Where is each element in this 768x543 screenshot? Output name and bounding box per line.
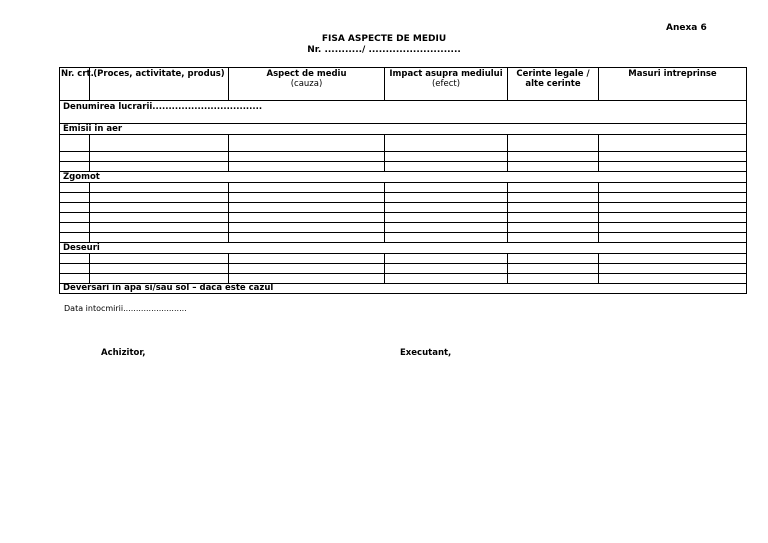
table-cell[interactable] [60,203,90,213]
table-row [60,193,747,203]
col-header-legal: Cerinte legale / alte cerinte [508,68,599,101]
table-cell[interactable] [90,203,229,213]
table-cell[interactable] [385,254,508,264]
form-number: Nr. .........../ ........................... [307,45,461,55]
form-title-block [0,34,768,56]
table-row [60,223,747,233]
table-cell[interactable] [599,233,747,243]
table-cell[interactable] [60,183,90,193]
table-cell[interactable] [599,152,747,162]
table-cell[interactable] [229,264,385,274]
table-cell[interactable] [90,152,229,162]
col-header-aspect: Aspect de mediu (cauza) [229,68,385,101]
table-cell[interactable] [599,162,747,172]
table-cell[interactable] [90,233,229,243]
table-cell[interactable] [599,203,747,213]
executor-signature-label: Executant, [400,348,452,358]
table-cell[interactable] [90,213,229,223]
table-cell[interactable] [229,162,385,172]
table-cell[interactable] [60,264,90,274]
table-cell[interactable] [599,264,747,274]
table-cell[interactable] [90,223,229,233]
table-cell[interactable] [599,135,747,152]
section-work-name-label: Denumirea lucrarii.................................. [60,101,747,124]
annex-label: Anexa 6 [666,23,707,33]
section-noise [60,172,747,183]
col-header-measures: Masuri intreprinse [599,68,747,101]
table-cell[interactable] [385,152,508,162]
section-spills [60,284,747,294]
table-row [60,183,747,193]
table-cell[interactable] [90,135,229,152]
table-cell[interactable] [229,223,385,233]
table-cell[interactable] [385,183,508,193]
table-cell[interactable] [599,213,747,223]
table-cell[interactable] [385,213,508,223]
section-noise-label: Zgomot [60,172,747,183]
table-cell[interactable] [508,135,599,152]
table-cell[interactable] [90,264,229,274]
table-cell[interactable] [229,135,385,152]
table-row [60,264,747,274]
table-cell[interactable] [60,162,90,172]
table-cell[interactable] [229,152,385,162]
table-cell[interactable] [599,254,747,264]
table-cell[interactable] [90,193,229,203]
table-row [60,254,747,264]
table-cell[interactable] [599,223,747,233]
table-cell[interactable] [229,213,385,223]
table-row [60,213,747,223]
table-cell[interactable] [229,254,385,264]
table-cell[interactable] [508,193,599,203]
col-header-process: (Proces, activitate, produs) [90,68,229,101]
table-cell[interactable] [90,254,229,264]
table-row [60,152,747,162]
table-row [60,203,747,213]
table-cell[interactable] [508,213,599,223]
table-cell[interactable] [508,233,599,243]
table-cell[interactable] [60,233,90,243]
table-cell[interactable] [385,162,508,172]
table-cell[interactable] [229,183,385,193]
table-cell[interactable] [60,274,90,284]
table-cell[interactable] [385,135,508,152]
table-cell[interactable] [508,152,599,162]
section-air-label: Emisii in aer [60,124,747,135]
section-waste [60,243,747,254]
table-cell[interactable] [60,223,90,233]
table-cell[interactable] [60,193,90,203]
table-cell[interactable] [90,274,229,284]
table-cell[interactable] [599,183,747,193]
table-cell[interactable] [599,274,747,284]
table-cell[interactable] [508,203,599,213]
table-cell[interactable] [90,183,229,193]
table-cell[interactable] [508,254,599,264]
table-cell[interactable] [229,233,385,243]
table-cell[interactable] [60,254,90,264]
table-cell[interactable] [508,274,599,284]
table-cell[interactable] [508,264,599,274]
col-header-impact: Impact asupra mediului (efect) [385,68,508,101]
table-cell[interactable] [90,162,229,172]
table-cell[interactable] [385,233,508,243]
table-cell[interactable] [599,193,747,203]
table-row [60,233,747,243]
table-header-row [60,68,747,101]
table-row [60,162,747,172]
table-cell[interactable] [508,162,599,172]
table-cell[interactable] [60,152,90,162]
col-header-nr: Nr. crt. [60,68,90,101]
environmental-aspects-table [59,67,747,294]
table-cell[interactable] [385,193,508,203]
form-title: FISA ASPECTE DE MEDIU [321,34,447,44]
table-cell[interactable] [508,183,599,193]
table-row [60,135,747,152]
table-cell[interactable] [229,193,385,203]
table-cell[interactable] [229,274,385,284]
section-waste-label: Deseuri [60,243,747,254]
table-cell[interactable] [508,223,599,233]
table-cell[interactable] [385,274,508,284]
buyer-signature-label: Achizitor, [101,348,146,358]
table-row [60,274,747,284]
table-cell[interactable] [385,203,508,213]
table-cell[interactable] [60,213,90,223]
table-cell[interactable] [229,203,385,213]
section-air [60,124,747,135]
table-cell[interactable] [60,135,90,152]
section-spills-label: Deversari in apa si/sau sol – daca este cazul [60,284,747,294]
section-work-name [60,101,747,124]
date-line: Data intocmirii......................... [64,304,187,313]
table-cell[interactable] [385,223,508,233]
table-cell[interactable] [385,264,508,274]
